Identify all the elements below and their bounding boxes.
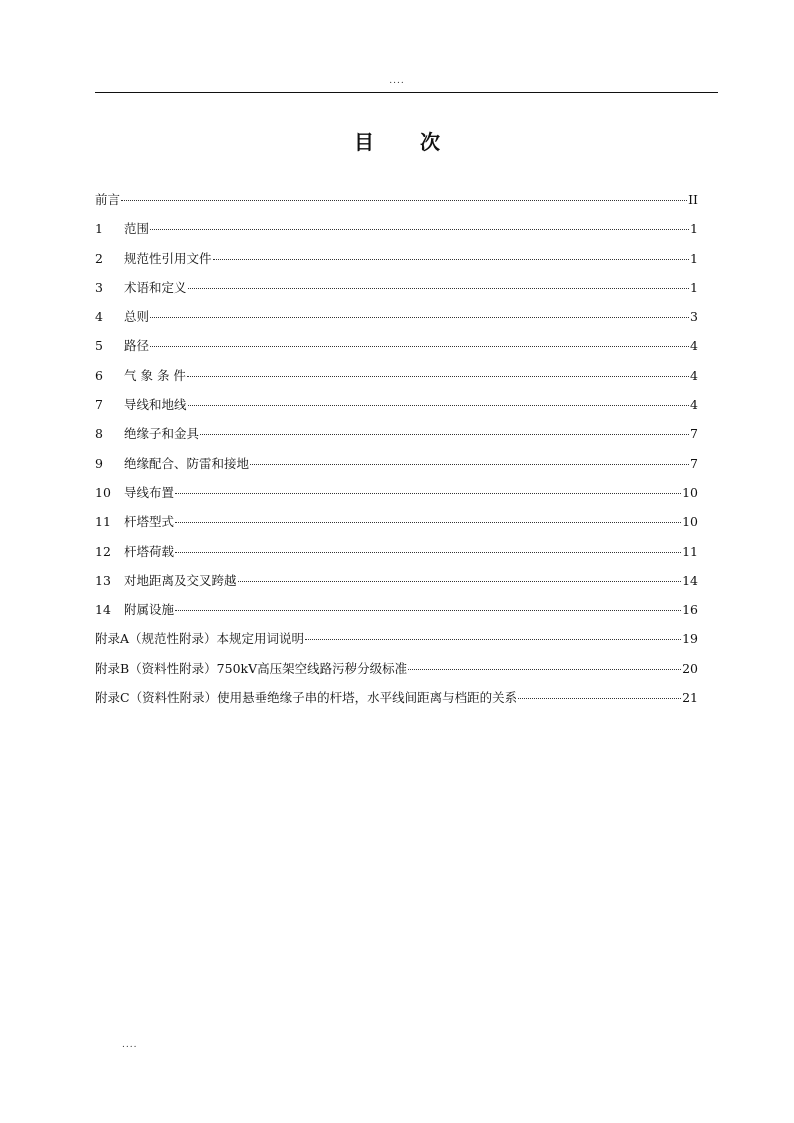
toc-dot-leader	[408, 669, 681, 670]
toc-entry[interactable]	[95, 512, 698, 541]
toc-entry[interactable]	[95, 688, 698, 717]
toc-entry-title: 附属设施	[124, 602, 175, 618]
toc-entry-page: 7	[690, 426, 698, 442]
toc-entry[interactable]	[95, 307, 698, 336]
toc-entry-page: 4	[690, 367, 698, 383]
toc-dot-leader	[187, 376, 689, 377]
toc-entry[interactable]	[95, 659, 698, 688]
toc-entry-title: 路径	[124, 338, 150, 354]
toc-entry[interactable]	[95, 483, 698, 512]
toc-dot-leader	[150, 317, 689, 318]
toc-entry-page: 1	[690, 221, 698, 237]
toc-entry-page: 1	[690, 279, 698, 295]
toc-entry-number: 12	[95, 543, 111, 559]
toc-entry-number: 14	[95, 602, 111, 618]
footer-mark: ....	[122, 1040, 138, 1050]
toc-entry[interactable]	[95, 366, 698, 395]
toc-entry[interactable]	[95, 278, 698, 307]
toc-entry[interactable]	[95, 336, 698, 365]
toc-entry[interactable]	[95, 571, 698, 600]
toc-entry-page: 4	[690, 338, 698, 354]
toc-dot-leader	[175, 493, 681, 494]
toc-entry-title: 前言	[95, 192, 121, 207]
toc-dot-leader	[188, 288, 690, 289]
header-mark: ....	[389, 76, 405, 86]
toc-entry-page: 1	[690, 250, 698, 266]
toc-entry-number: 9	[95, 455, 103, 471]
toc-entry-title: 导线布置	[124, 484, 175, 500]
toc-dot-leader	[175, 610, 681, 611]
toc-entry[interactable]	[95, 219, 698, 248]
toc-entry-page: 21	[682, 690, 698, 706]
toc-entry-page: 20	[682, 660, 698, 676]
toc-entry[interactable]	[95, 629, 698, 658]
toc-entry[interactable]	[95, 600, 698, 629]
toc-dot-leader	[305, 639, 681, 640]
toc-entry-title: 绝缘配合、防雷和接地	[124, 455, 250, 471]
toc-entry[interactable]	[95, 395, 698, 424]
toc-dot-leader	[213, 259, 690, 260]
toc-entry-number: 1	[95, 221, 103, 237]
toc-entry-page: 16	[682, 602, 698, 618]
toc-entry-page: 19	[682, 631, 698, 647]
header-rule	[95, 92, 718, 93]
toc-entry-number: 5	[95, 338, 103, 354]
toc-entry-page: 11	[682, 543, 698, 559]
toc-entry-title: 杆塔型式	[124, 514, 175, 530]
toc-dot-leader	[121, 200, 687, 201]
toc-entry-number: 4	[95, 309, 103, 325]
toc-dot-leader	[200, 434, 689, 435]
toc-entry-page: 14	[682, 572, 698, 588]
toc-entry-page: 10	[682, 514, 698, 530]
toc-entry-page: II	[688, 192, 698, 207]
toc-entry-title: 气 象 条 件	[124, 367, 186, 383]
toc-entry-number: 6	[95, 367, 103, 383]
toc-entry-title: 对地距离及交叉跨越	[124, 572, 237, 588]
page-title-right: 次	[420, 130, 440, 154]
toc-dot-leader	[238, 581, 682, 582]
toc-entry-title: 规范性引用文件	[124, 250, 212, 266]
toc-entry[interactable]	[95, 454, 698, 483]
toc-entry-number: 7	[95, 397, 103, 413]
toc-entry-page: 4	[690, 397, 698, 413]
toc-dot-leader	[250, 464, 689, 465]
toc-entry-number: 13	[95, 572, 111, 588]
toc-dot-leader	[175, 522, 681, 523]
toc-dot-leader	[175, 552, 681, 553]
toc-entry-title: 范围	[124, 221, 150, 237]
toc-entry-title: 杆塔荷载	[124, 543, 175, 559]
toc-entry-title: 绝缘子和金具	[124, 426, 200, 442]
toc-entry[interactable]	[95, 190, 698, 219]
page-title-left: 目	[354, 130, 374, 154]
toc-entry-page: 3	[690, 309, 698, 325]
toc-entry-number: 2	[95, 250, 103, 266]
toc-entry-number: 3	[95, 279, 103, 295]
toc-dot-leader	[150, 346, 689, 347]
toc-entry-page: 7	[690, 455, 698, 471]
toc-entry-title: 附录C（资料性附录）使用悬垂绝缘子串的杆塔，水平线间距离与档距的关系	[95, 690, 518, 706]
page-title	[0, 126, 794, 155]
toc-entry-number: 10	[95, 484, 111, 500]
toc-entry-number: 8	[95, 426, 103, 442]
table-of-contents	[95, 190, 698, 717]
toc-entry-title: 附录A（规范性附录）本规定用词说明	[95, 631, 305, 647]
toc-entry-title: 附录B（资料性附录）750kV高压架空线路污秽分级标准	[95, 660, 408, 676]
toc-entry[interactable]	[95, 424, 698, 453]
toc-dot-leader	[518, 698, 681, 699]
toc-entry-page: 10	[682, 484, 698, 500]
toc-dot-leader	[150, 229, 689, 230]
toc-dot-leader	[188, 405, 690, 406]
toc-entry-title: 术语和定义	[124, 279, 187, 295]
toc-entry-title: 导线和地线	[124, 397, 187, 413]
toc-entry-number: 11	[95, 514, 111, 530]
toc-entry[interactable]	[95, 542, 698, 571]
toc-entry-title: 总则	[124, 309, 150, 325]
toc-entry[interactable]	[95, 249, 698, 278]
